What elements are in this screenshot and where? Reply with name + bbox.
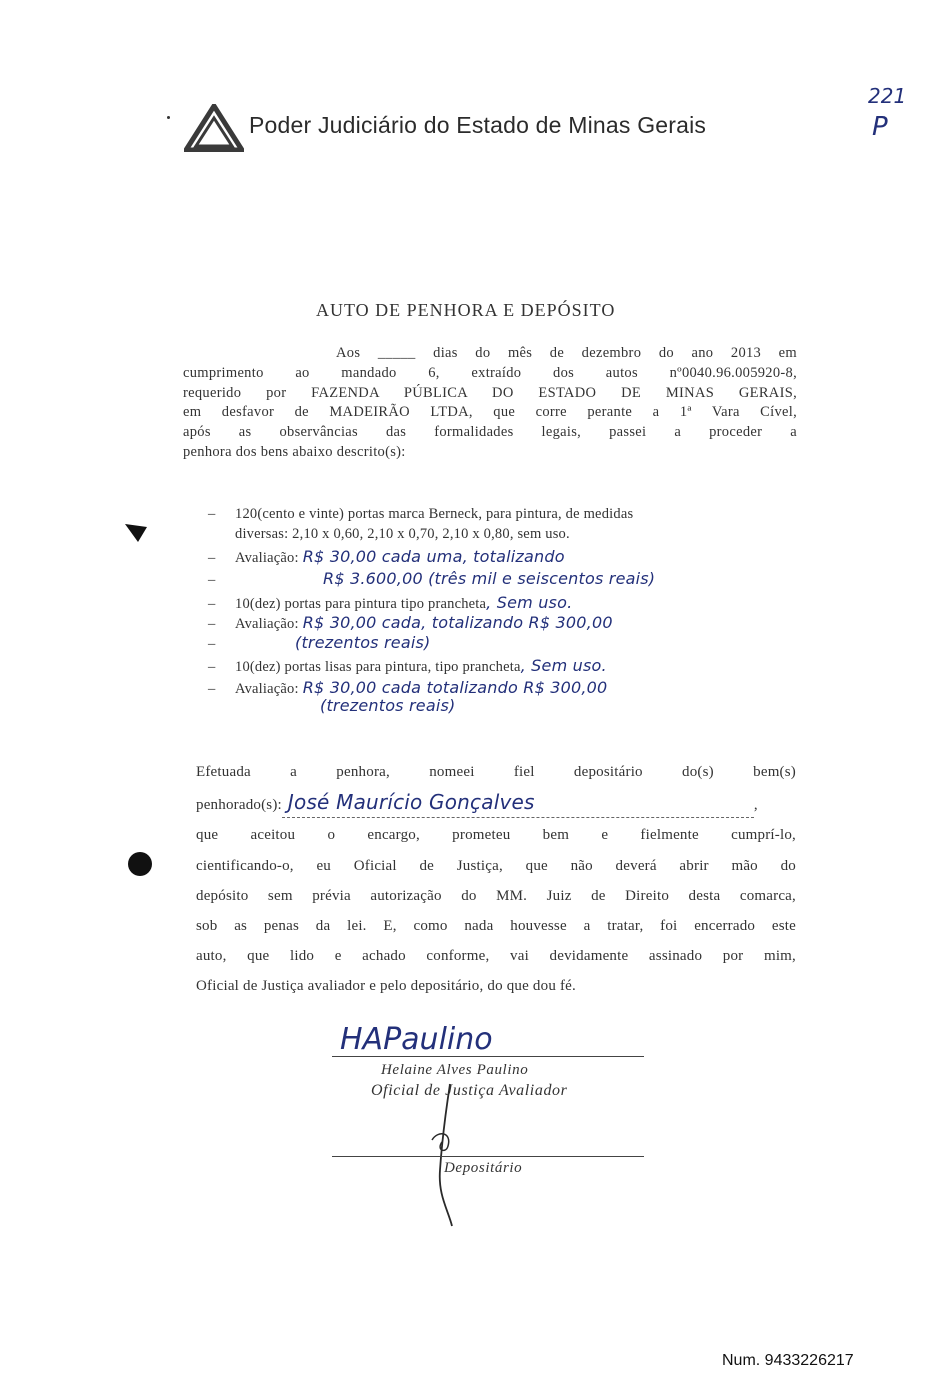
item-2-evaluation: – Avaliação: R$ 30,00 cada, totalizando R$ 300,00 xyxy=(208,613,613,632)
depositary-signature-mark xyxy=(418,1080,468,1230)
intro-line: cumprimento ao mandado 6, extraído dos autos nº0040.96.005920-8, xyxy=(183,364,797,381)
officer-signature: HAPaulino xyxy=(340,1022,493,1057)
officer-name: Helaine Alves Paulino xyxy=(381,1062,529,1078)
item-1-evaluation-cont: – R$ 3.600,00 (três mil e seiscentos reais) xyxy=(208,569,656,588)
closing-line: que aceitou o encargo, prometeu bem e fielmente cumprí-lo, xyxy=(196,827,796,844)
item-1-evaluation-handwritten-cont: R$ 3.600,00 (três mil e seiscentos reais) xyxy=(323,569,656,588)
closing-line: Oficial de Justiça avaliador e pelo depositário, do que dou fé. xyxy=(196,978,576,995)
document-title: AUTO DE PENHORA E DEPÓSITO xyxy=(316,300,616,320)
intro-line: penhora dos bens abaixo descrito(s): xyxy=(183,443,406,460)
item-2-description: – 10(dez) portas para pintura tipo prancheta, Sem uso. xyxy=(208,593,573,612)
intro-line: Aos _____ dias do mês de dezembro do ano 2013 em xyxy=(336,345,797,361)
officer-signature-line xyxy=(332,1056,644,1057)
officer-role: Oficial de Justiça Avaliador xyxy=(371,1082,568,1099)
margin-hole-punch xyxy=(128,852,152,876)
scan-speck xyxy=(167,116,170,119)
intro-line: após as observâncias das formalidades legais, passei a proceder a xyxy=(183,424,797,441)
closing-line: auto, que lido e achado conforme, vai devidamente assinado por mim, xyxy=(196,948,796,965)
item-1-evaluation-handwritten: R$ 30,00 cada uma, totalizando xyxy=(302,547,565,566)
document-number: Num. 9433226217 xyxy=(722,1352,854,1369)
item-3-evaluation-handwritten: R$ 30,00 cada totalizando R$ 300,00 xyxy=(302,678,608,697)
closing-paragraph xyxy=(196,757,796,1002)
closing-line: Efetuada a penhora, nomeei fiel depositário do(s) bem(s) xyxy=(196,764,796,780)
intro-line: em desfavor de MADEIRÃO LTDA, que corre perante a 1ª Vara Cível, xyxy=(183,404,797,421)
item-3-evaluation-cont xyxy=(208,696,455,716)
court-header-title: Poder Judiciário do Estado de Minas Gerais xyxy=(249,112,707,138)
depositary-signature-line xyxy=(332,1156,644,1157)
margin-arrow-mark xyxy=(124,522,148,544)
depositary-name-handwritten: José Maurício Gonçalves xyxy=(282,787,754,818)
item-3-evaluation-handwritten-cont: (trezentos reais) xyxy=(320,696,456,715)
depositary-line: penhorado(s): José Maurício Gonçalves , xyxy=(196,787,796,820)
court-logo-icon xyxy=(184,104,244,152)
item-3-evaluation: – Avaliação: R$ 30,00 cada totalizando R$ 300,00 xyxy=(208,678,608,697)
closing-line: sob as penas da lei. E, como nada houvesse a tratar, foi encerrado este xyxy=(196,918,796,935)
item-2-evaluation-handwritten: R$ 30,00 cada, totalizando R$ 300,00 xyxy=(302,613,613,632)
item-2-evaluation-cont: – (trezentos reais) xyxy=(208,633,431,652)
item-1-evaluation: – Avaliação: R$ 30,00 cada uma, totalizando xyxy=(208,547,565,566)
item-1-description: – 120(cento e vinte) portas marca Berneck, para pintura, de medidas xyxy=(208,506,634,522)
closing-line: depósito sem prévia autorização do MM. Juiz de Direito desta comarca, xyxy=(196,887,796,904)
page-mark-number: 221 xyxy=(868,84,907,108)
item-3-description: – 10(dez) portas lisas para pintura, tipo prancheta, Sem uso. xyxy=(208,656,607,675)
intro-line: requerido por FAZENDA PÚBLICA DO ESTADO DE MINAS GERAIS, xyxy=(183,384,797,401)
page-mark-initial: P xyxy=(872,112,888,142)
item-1-description-cont: diversas: 2,10 x 0,60, 2,10 x 0,70, 2,10 x 0,80, sem uso. xyxy=(235,526,570,542)
depositary-role: Depositário xyxy=(444,1160,523,1176)
item-2-evaluation-handwritten-cont: (trezentos reais) xyxy=(295,633,431,652)
closing-line: cientificando-o, eu Oficial de Justiça, que não deverá abrir mão do xyxy=(196,857,796,874)
intro-paragraph xyxy=(183,344,797,463)
